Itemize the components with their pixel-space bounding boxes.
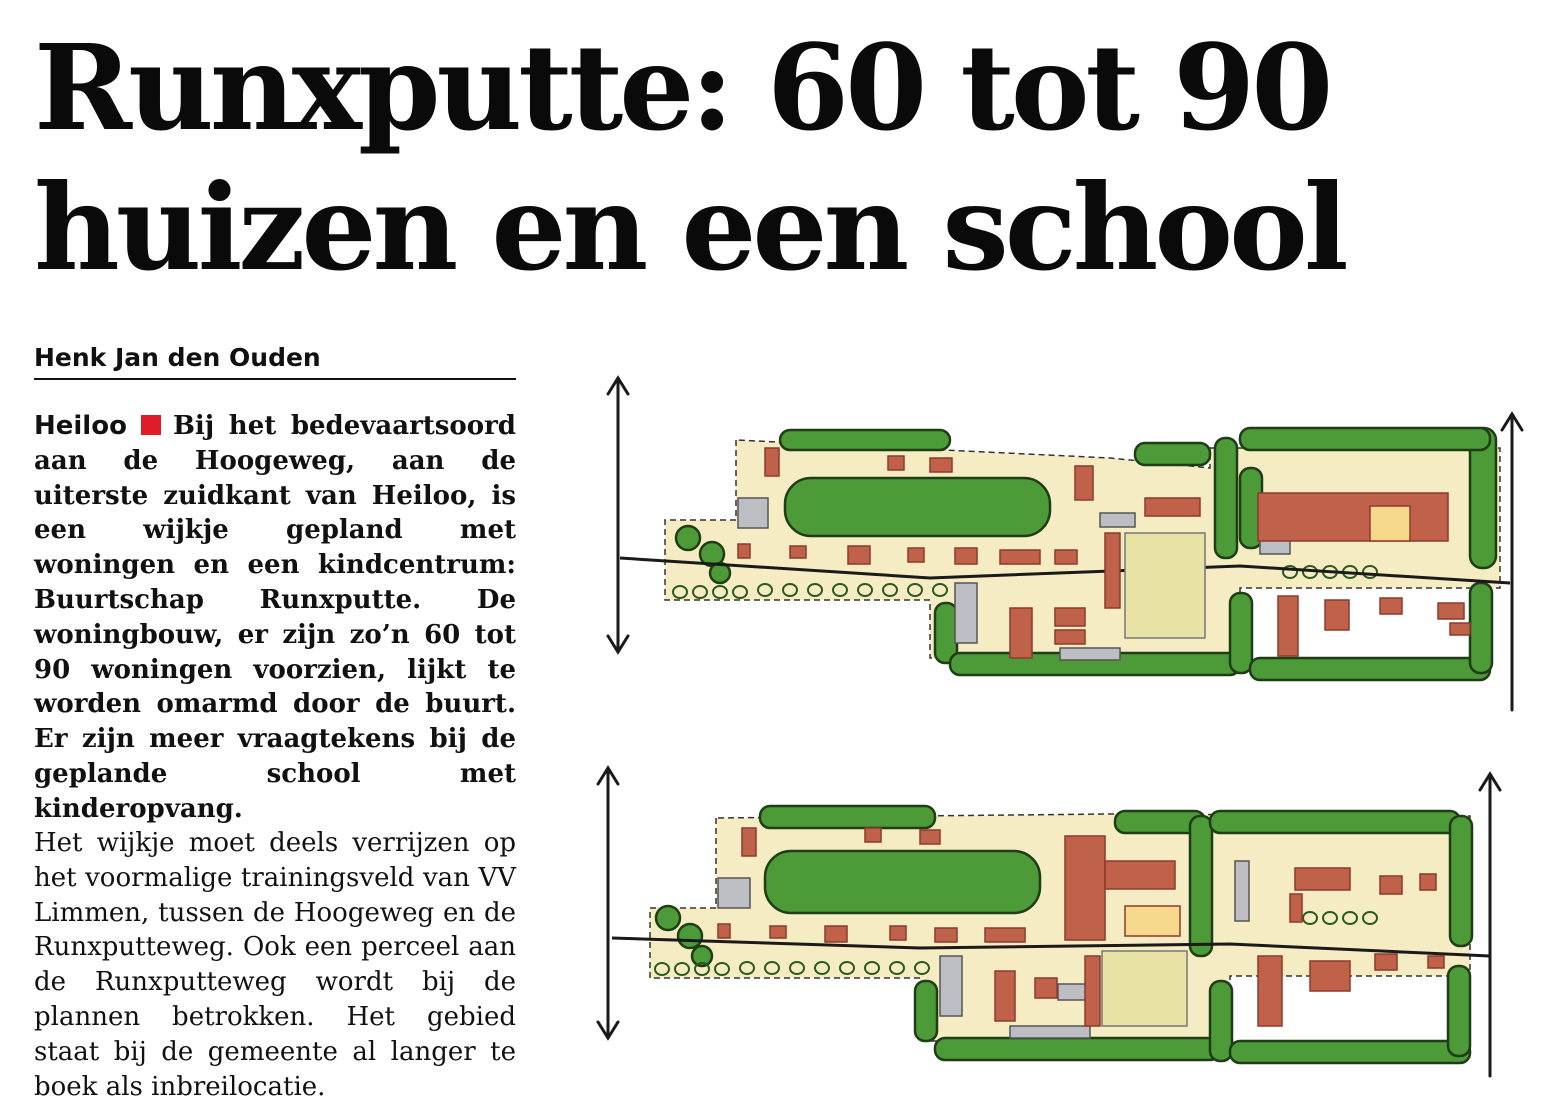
lead-paragraph	[34, 409, 516, 827]
body-paragraph: Het wijkje moet deels verrijzen op het voormalige trainingsveld van VV Limmen, tussen de Hoogeweg en de Runxputteweg. Ook een perceel aan de Runxputteweg wordt bij de plannen betrokken. Het gebied staat bij de gemeente al langer te boek als inbreilocatie.	[34, 828, 516, 1102]
headline-line-1: Runxputte: 60 tot 90	[34, 18, 1330, 157]
red-square-icon	[141, 415, 161, 435]
lead-text: Bij het bedevaartsoord aan de Hoogeweg, aan de uiterste zuidkant van Heiloo, is een wijkje gepland met woningen en een kindcentrum: Buurtschap Runxputte. De woningbouw, er zijn zo’n 60 tot 90 woningen voorzien, lijkt te worden omarmd door de buurt. Er zijn meer vraagtekens bij de geplande school met kinderopvang.	[34, 411, 516, 824]
headline-line-2: huizen en een school	[34, 158, 1345, 297]
byline: Henk Jan den Ouden	[34, 340, 516, 380]
headline	[34, 18, 1534, 298]
site-plan-sketch-top	[590, 368, 1540, 728]
site-plan-sketch-bottom	[590, 756, 1540, 1096]
dateline-place: Heiloo	[34, 411, 127, 441]
